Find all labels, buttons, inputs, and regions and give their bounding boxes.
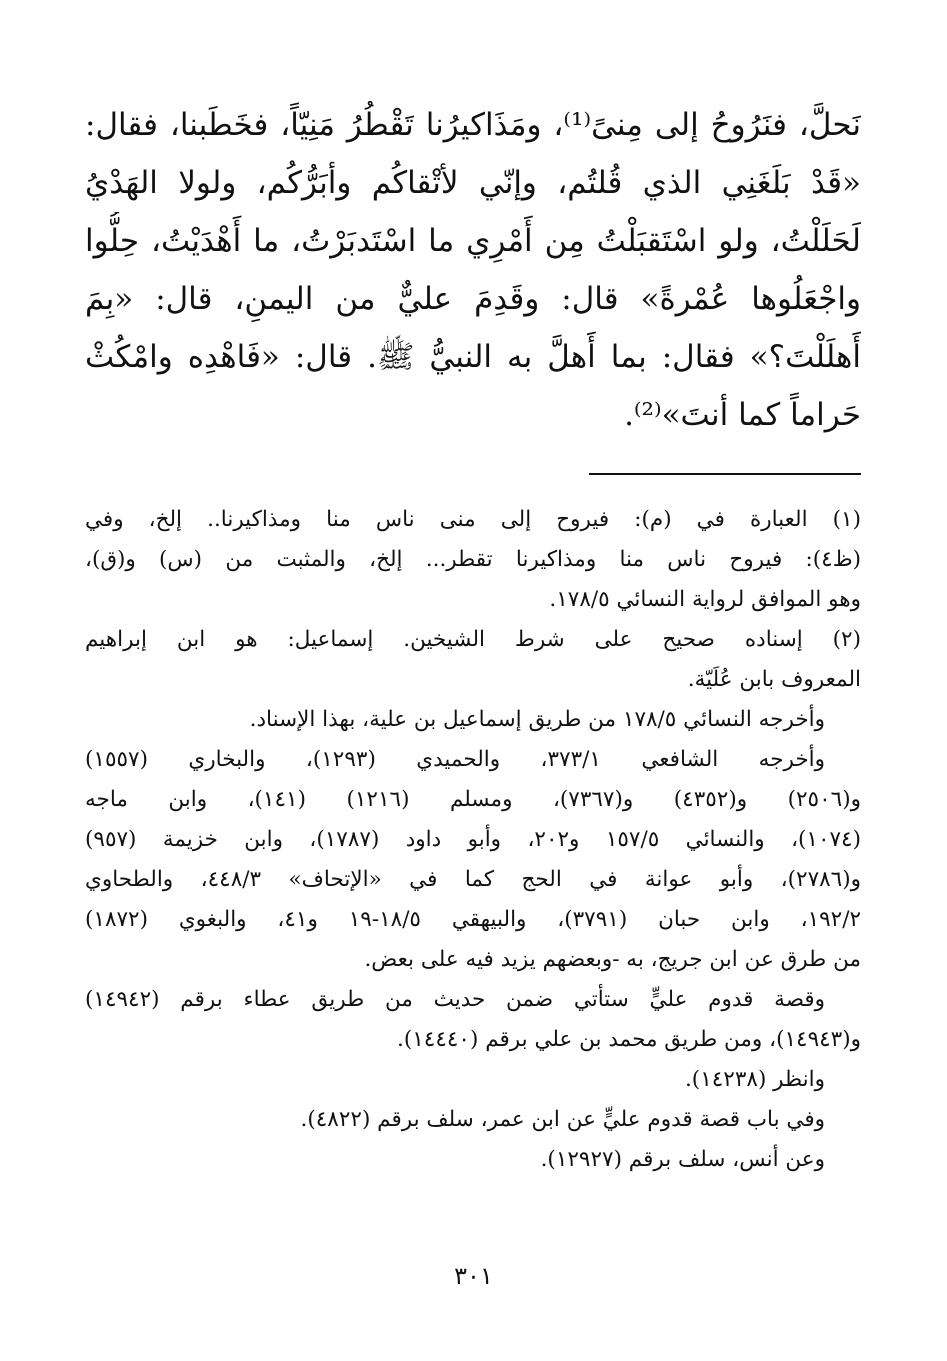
footnote-line: وأخرجه الشافعي ٣٧٣/١، والحميدي (١٢٩٣)، والبخاري (١٥٥٧)	[85, 747, 825, 772]
footnote-line: (ظ٤): فيروح ناس منا ومذاكيرنا تقطر... إلخ، والمثبت من (س) و(ق)،	[85, 547, 861, 572]
footnote-line: و(١٤٩٤٣)، ومن طريق محمد بن علي برقم (١٤٤٤٠).	[397, 1027, 861, 1052]
main-text-line: حَراماً كما أنتَ»⁽²⁾.	[624, 397, 861, 433]
footnote-line: وهو الموافق لرواية النسائي ١٧٨/٥.	[549, 587, 861, 612]
footnote-separator	[589, 473, 861, 475]
main-text-line: «قَدْ بَلَغَنِي الذي قُلتُم، وإنّي لأتْقاكُم وأبَرُّكُم، ولولا الهَدْيُ	[85, 165, 861, 201]
footnote-line: و(٢٥٠٦) و(٤٣٥٢) و(٧٣٦٧)، ومسلم (١٢١٦) (١٤١)، وابن ماجه	[85, 787, 861, 812]
footnote-line: من طرق عن ابن جريج، به -وبعضهم يزيد فيه على بعض.	[364, 947, 861, 972]
main-text-line: لَحَلَلْتُ، ولو اسْتَقبَلْتُ مِن أَمْرِي ما اسْتَدبَرْتُ، ما أَهْدَيْتُ، حِلُّوا	[85, 223, 861, 259]
footnote-line: وانظر (١٤٢٣٨).	[684, 1067, 825, 1092]
footnote-line: وفي باب قصة قدوم عليٍّ عن ابن عمر، سلف برقم (٤٨٢٢).	[300, 1107, 825, 1132]
footnote-line: المعروف بابن عُلَيّة.	[687, 667, 861, 692]
main-text-line: نَحلَّ، فنَرُوحُ إلى مِنىً⁽¹⁾، ومَذَاكيرُنا تَقْطُرُ مَنِيّاً، فخَطَبنا، فقال:	[85, 107, 861, 143]
footnote-line: (٢) إسناده صحيح على شرط الشيخين. إسماعيل: هو ابن إبراهيم	[85, 627, 861, 652]
footnote-line: ١٩٢/٢، وابن حبان (٣٧٩١)، والبيهقي ١٨/٥-١٩ و٤١، والبغوي (١٨٧٢)	[85, 907, 861, 932]
footnotes-block	[85, 500, 861, 1180]
page-number: ٣٠١	[454, 1262, 493, 1290]
main-text-line: أَهلَلْتَ؟» فقال: بما أَهلَّ به النبيُّ ﷺ. قال: «فَاهْدِه وامْكُثْ	[85, 339, 861, 375]
footnote-line: وأخرجه النسائي ١٧٨/٥ من طريق إسماعيل بن علية، بهذا الإسناد.	[249, 707, 825, 732]
footnote-line: وقصة قدوم عليٍّ ستأتي ضمن حديث من طريق عطاء برقم (١٤٩٤٢)	[85, 987, 825, 1012]
footnote-line: (١٠٧٤)، والنسائي ١٥٧/٥ و٢٠٢، وأبو داود (١٧٨٧)، وابن خزيمة (٩٥٧)	[85, 827, 861, 852]
footnote-line: و(٢٧٨٦)، وأبو عوانة في الحج كما في «الإتحاف» ٤٤٨/٣، والطحاوي	[85, 867, 861, 892]
main-text-block	[85, 96, 861, 444]
footnote-line: وعن أنس، سلف برقم (١٢٩٢٧).	[540, 1147, 825, 1172]
footnote-line: (١) العبارة في (م): فيروح إلى منى ناس منا ومذاكيرنا.. إلخ، وفي	[85, 507, 861, 532]
main-text-line: واجْعَلُوها عُمْرةً» قال: وقَدِمَ عليٌّ من اليمنِ، قال: «بِمَ	[85, 281, 861, 317]
